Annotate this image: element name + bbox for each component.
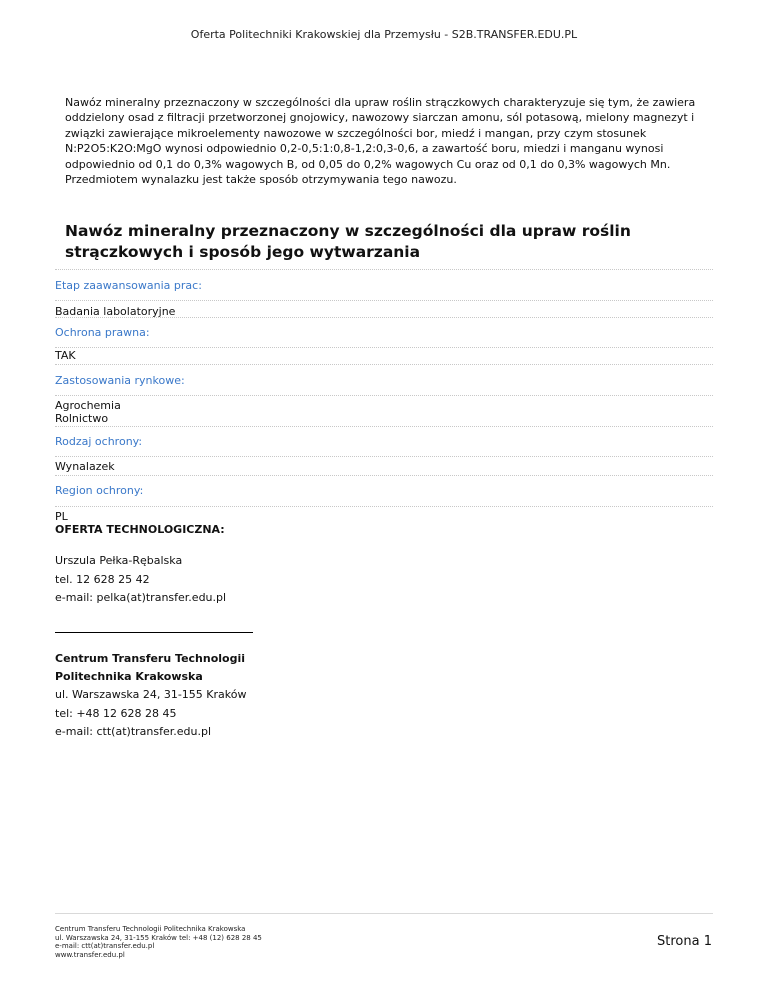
separator — [55, 506, 713, 507]
separator — [55, 456, 713, 457]
market-value-1: Agrochemia — [55, 399, 121, 412]
center-name: Centrum Transferu Technologii — [55, 652, 246, 665]
separator — [55, 317, 713, 318]
offer-title: Nawóz mineralny przeznaczony w szczególności dla upraw roślin strączkowych i sposób jego wytwarzania — [65, 222, 631, 261]
center-email[interactable]: e-mail: ctt(at)transfer.edu.pl — [55, 725, 212, 738]
footer-line-2: ul. Warszawska 24, 31-155 Kraków tel: +48 (12) 628 28 45 — [55, 933, 262, 942]
protection-type-value: Wynalazek — [55, 460, 115, 473]
footer-line-1: Centrum Transferu Technologii Politechnika Krakowska — [55, 925, 246, 933]
separator — [55, 269, 713, 270]
footer-line-3[interactable]: e-mail: ctt(at)transfer.edu.pl — [55, 942, 155, 951]
footer-divider — [55, 913, 713, 914]
protection-type-label: Rodzaj ochrony: — [55, 435, 143, 448]
separator — [55, 364, 713, 365]
offer-heading: OFERTA TECHNOLOGICZNA: — [55, 523, 225, 536]
market-value-2: Rolnictwo — [55, 412, 109, 425]
stage-value: Badania labolatoryjne — [55, 305, 176, 318]
separator — [55, 426, 713, 427]
protection-value: TAK — [55, 349, 76, 362]
contact-person: Urszula Pełka-Rębalska — [55, 554, 183, 567]
separator — [55, 395, 713, 396]
protection-region-value: PL — [55, 510, 68, 523]
center-address: ul. Warszawska 24, 31-155 Kraków — [55, 688, 247, 701]
protection-label: Ochrona prawna: — [55, 326, 150, 339]
protection-region-label: Region ochrony: — [55, 484, 144, 497]
divider — [55, 632, 253, 633]
contact-phone: tel. 12 628 25 42 — [55, 573, 150, 586]
separator — [55, 300, 713, 301]
separator — [55, 475, 713, 476]
contact-email[interactable]: e-mail: pelka(at)transfer.edu.pl — [55, 591, 227, 604]
center-university: Politechnika Krakowska — [55, 670, 203, 683]
separator — [55, 347, 713, 348]
market-label: Zastosowania rynkowe: — [55, 374, 185, 387]
page-number: Strona 1 — [657, 934, 712, 949]
center-phone: tel: +48 12 628 28 45 — [55, 707, 177, 720]
page-header: Oferta Politechniki Krakowskiej dla Przemysłu - S2B.TRANSFER.EDU.PL — [190, 28, 578, 41]
abstract-paragraph: Nawóz mineralny przeznaczony w szczególności dla upraw roślin strączkowych charakteryzuje się tym, że zawiera oddzielony osad z filtracji przetworzonej gnojowicy, nawozowy siarczan amonu, sól potasową, mielony magnezyt i związki zawierające mikroelementy nawozowe w szczególności bor, miedź i mangan, przy czym stosunek N:P2O5:K2O:MgO wynosi odpowiednio 0,2-0,5:1:0,8-1,2:0,3-0,6, a zawartość boru, miedzi i manganu wynosi odpowiednio od 0,1 do 0,3% wagowych B, od 0,05 do 0,2% wagowych Cu oraz od 0,1 do 0,3% wagowych Mn. Przedmiotem wynalazku jest także sposób otrzymywania tego nawozu. — [65, 96, 696, 187]
footer-line-4[interactable]: www.transfer.edu.pl — [55, 950, 125, 959]
footer-info — [55, 925, 375, 959]
stage-label: Etap zaawansowania prac: — [55, 279, 202, 292]
